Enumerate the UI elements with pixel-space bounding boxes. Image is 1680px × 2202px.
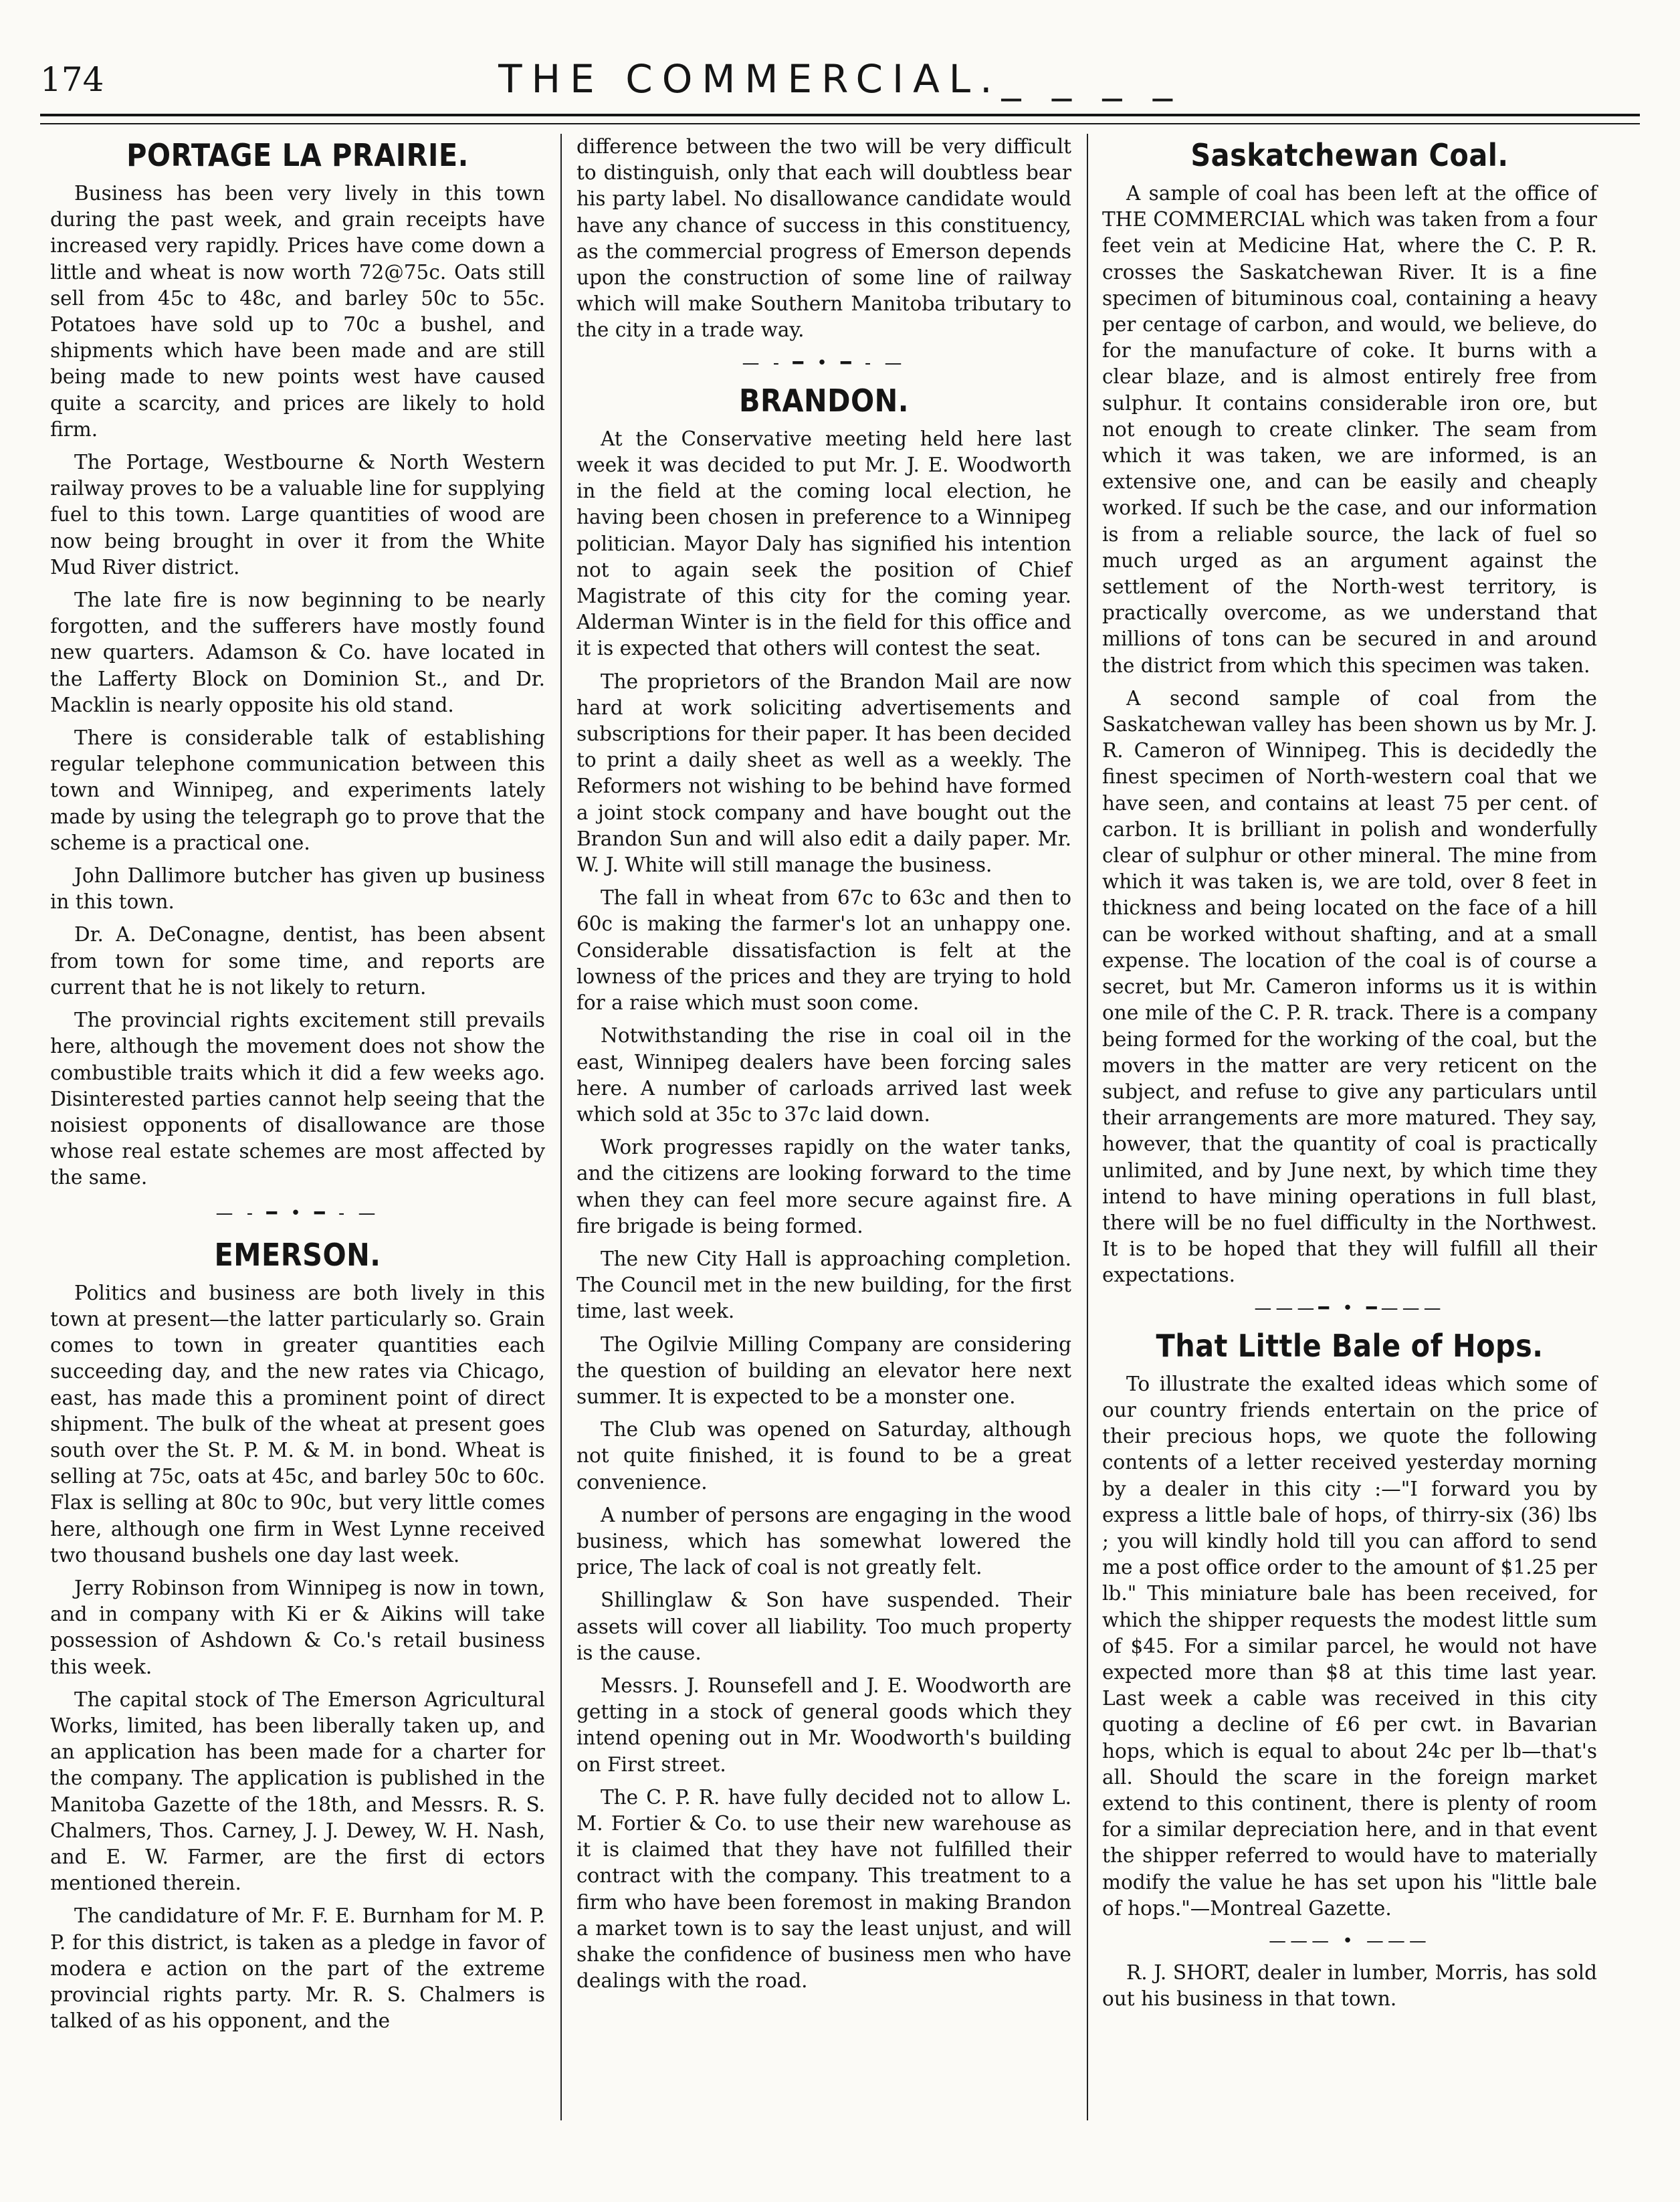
article-paragraph: The fall in wheat from 67c to 63c and then to 60c is making the farmer's lot an unhappy one. Considerable dissatisfaction is felt at the lowness of the prices and they are trying to hold for a raise which must soon come. bbox=[576, 886, 1071, 1015]
article-paragraph: Work progresses rapidly on the water tanks, and the citizens are looking forward to the time when they can feel more secure against fire. A fire brigade is being formed. bbox=[576, 1136, 1071, 1237]
article-paragraph: Messrs. J. Rounsefell and J. E. Woodworth are getting in a stock of general goods which they intend opening out in Mr. Woodworth's building on First street. bbox=[576, 1674, 1071, 1776]
section-heading-emerson: EMERSON. bbox=[214, 1236, 381, 1273]
column-left bbox=[50, 134, 545, 2041]
article-paragraph: Jerry Robinson from Winnipeg is now in town, and in company with Ki er & Aikins will take possession of Ashdown & Co.'s retail business this week. bbox=[50, 1576, 545, 1678]
article-paragraph: The candidature of Mr. F. E. Burnham for M. P. P. for this district, is taken as a pledge in favor of modera e action on the part of the extreme provincial rights party. Mr. R. S. Chalmers is talked of as his opponent, and the bbox=[50, 1904, 545, 2033]
article-paragraph: The Ogilvie Milling Company are considering the question of building an elevator here next summer. It is expected to be a monster one. bbox=[576, 1332, 1071, 1408]
article-paragraph: John Dallimore butcher has given up business in this town. bbox=[50, 864, 545, 914]
article-paragraph: Politics and business are both lively in this town at present—the latter particularly so. Grain comes to town in greater quantities each succeeding day, and the new rates via Chicago, east, has made this a prominent point of direct shipment. The bulk of the wheat at present goes south over the St. P. M. & M. in bond. Wheat is selling at 75c, oats at 45c, and barley 50c to 60c. Flax is selling at 80c to 90c, but very little comes here, although one firm in West Lynne received two thousand bushels one day last week. bbox=[50, 1281, 545, 1567]
article-paragraph: The capital stock of The Emerson Agricultural Works, limited, has been liberally taken up, and an application has been made for a charter for the company. The application is published in the Manitoba Gazette of the 18th, and Messrs. R. S. Chalmers, Thos. Carney, J. J. Dewey, W. H. Nash, and E. W. Farmer, are the first di ectors mentioned therein. bbox=[50, 1688, 545, 1895]
newspaper-title: THE COMMERCIAL._ _ _ _ bbox=[498, 56, 1182, 102]
article-paragraph: Notwithstanding the rise in coal oil in the east, Winnipeg dealers have been forcing sales here. A number of carloads arrived last week which sold at 35c to 37c laid down. bbox=[576, 1024, 1071, 1126]
article-paragraph: A second sample of coal from the Saskatchewan valley has been shown us by Mr. J. R. Cameron of Winnipeg. This is decidedly the finest specimen of North-western coal that we have seen, and contains at least 75 per cent. of carbon. It is brilliant in polish and wonderfully clear of sulphur or other mineral. The mine from which it was taken is, we are told, over 8 feet in thickness and being located on the face of a hill can be worked without shafting, and at a small expense. The location of the coal is of course a secret, but Mr. Cameron informs us it is within one mile of the C. P. R. track. There is a company being formed for the working of the coal, but the movers in the matter are very reticent on the subject, and refuse to give any particulars until their arrangements are more matured. They say, however, that the quantity of coal is practically unlimited, and by June next, by which time they intend to have mining operations in full blast, there will be no fuel difficulty in the Northwest. It is to be hoped that they will fulfill all their expectations. bbox=[1102, 686, 1597, 1287]
article-paragraph: The C. P. R. have fully decided not to allow L. M. Fortier & Co. to use their new warehouse as it is claimed that they have not fulfilled their contract with the company. This treatment to a firm who have been foremost in making Brandon a market town is to say the least unjust, and will shake the confidence of business men who have dealings with the road. bbox=[576, 1785, 1071, 1993]
column-middle bbox=[576, 134, 1071, 2001]
article-paragraph: The late fire is now beginning to be nearly forgotten, and the sufferers have mostly found new quarters. Adamson & Co. have located in the Lafferty Block on Dominion St., and Dr. Macklin is nearly opposite his old stand. bbox=[50, 589, 545, 716]
section-separator: — - ━ • ━ - — bbox=[742, 353, 906, 373]
article-paragraph: Business has been very lively in this town during the past week, and grain receipts have increased very rapidly. Prices have come down a little and wheat is now worth 72@75c. Oats still sell from 45c to 48c, and barley 50c to 55c. Potatoes have sold up to 70c a bushel, and shipments which have been made and are still being made to new points west have caused quite a scarcity, and prices are likely to hold firm. bbox=[50, 182, 545, 441]
article-paragraph: The provincial rights excitement still prevails here, although the movement does not show the combustible traits which it did a few weeks ago. Disinterested parties cannot help seeing that the noisiest opponents of disallowance are those whose real estate schemes are most affected by the same. bbox=[50, 1009, 545, 1189]
section-heading-coal: Saskatchewan Coal. bbox=[1190, 137, 1509, 173]
column-divider bbox=[1087, 134, 1088, 2120]
page-header bbox=[40, 56, 1640, 120]
page-number: 174 bbox=[40, 60, 104, 99]
article-paragraph: A number of persons are engaging in the wood business, which has somewhat lowered the price, The lack of coal is not greatly felt. bbox=[576, 1503, 1071, 1579]
header-rule bbox=[40, 114, 1640, 116]
column-right bbox=[1102, 134, 1597, 2019]
article-paragraph: difference between the two will be very difficult to distinguish, only that each will doubtless bear his party label. No disallowance candidate would have any chance of success in this constituency, as the commercial progress of Emerson depends upon the construction of some line of railway which will make Southern Manitoba tributary to the city in a trade way. bbox=[576, 135, 1071, 342]
article-paragraph: Dr. A. DeConagne, dentist, has been absent from town for some time, and reports are current that he is not likely to return. bbox=[50, 923, 545, 999]
section-heading-portage: PORTAGE LA PRAIRIE. bbox=[126, 137, 469, 173]
article-paragraph: A sample of coal has been left at the office of THE COMMERCIAL which was taken from a four feet vein at Medicine Hat, where the C. P. R. crosses the Saskatchewan River. It is a fine specimen of bituminous coal, containing a heavy per centage of carbon, and would, we believe, do for the manufacture of coke. It burns with a clear blaze, and is almost entirely free from sulphur. It contains considerable iron ore, but not enough to create clinker. The seam from which it was taken, we are informed, is an extensive one, and can be easily and cheaply worked. If such be the case, and our information is from a reliable source, the lack of fuel so much urged as an argument against the settlement of the North-west territory, is practically overcome, as we understand that millions of tons can be secured in and around the district from which this specimen was taken. bbox=[1102, 182, 1597, 677]
article-paragraph: To illustrate the exalted ideas which some of our country friends entertain on the price of their precious hops, we quote the following contents of a letter received yesterday morning by a dealer in this city :—"I forward you by express a little bale of hops, of thirry-six (36) lbs ; you will kindly hold till you can afford to send me a post office order to the amount of $1.25 per lb." This miniature bale has been received, for which the shipper requests the modest little sum of $45. For a similar parcel, he would not have expected more than $8 at this time last year. Last week a cable was received in this city quoting a decline of £6 per cwt. in Bavarian hops, which is equal to about 24c per lb—that's all. Should the scare in the foreign market extend to this continent, there is plenty of room for a similar depreciation here, and in that event the shipper referred to would have to materially modify the value he has set upon his "little bale of hops."—Montreal Gazette. bbox=[1102, 1372, 1597, 1920]
section-separator: — - ━ • ━ - — bbox=[215, 1203, 380, 1223]
article-paragraph: The new City Hall is approaching completion. The Council met in the new building, for the first time, last week. bbox=[576, 1247, 1071, 1323]
section-heading-brandon: BRANDON. bbox=[739, 382, 909, 419]
article-paragraph: There is considerable talk of establishing regular telephone communication between this town and Winnipeg, and experiments lately made by using the telegraph go to prove that the scheme is a practical one. bbox=[50, 726, 545, 854]
section-heading-hops: That Little Bale of Hops. bbox=[1156, 1327, 1544, 1364]
article-paragraph: At the Conservative meeting held here last week it was decided to put Mr. J. E. Woodworth in the field at the coming local election, he having been chosen in preference to a Winnipeg politician. Mayor Daly has signified his intention not to again seek the position of Chief Magistrate of this city for the coming year. Alderman Winter is in the field for this office and it is expected that others will contest the seat. bbox=[576, 427, 1071, 660]
article-paragraph: The proprietors of the Brandon Mail are now hard at work soliciting advertisements and subscriptions for their paper. It has been decided to print a daily sheet as well as a weekly. The Reformers not wishing to be behind have formed a joint stock company and have bought out the Brandon Sun and will also edit a daily paper. Mr. W. J. White will still manage the business. bbox=[576, 670, 1071, 877]
column-divider bbox=[560, 134, 562, 2120]
header-rule-thin bbox=[40, 123, 1640, 124]
article-paragraph: The Portage, Westbourne & North Western railway proves to be a valuable line for supplying fuel to this town. Large quantities of wood are now being brought in over it from the White Mud River district. bbox=[50, 451, 545, 579]
article-paragraph: Shillinglaw & Son have suspended. Their assets will cover all liability. Too much property is the cause. bbox=[576, 1589, 1071, 1664]
section-separator: ——— • ——— bbox=[1269, 1931, 1431, 1951]
article-paragraph: The Club was opened on Saturday, although not quite finished, it is found to be a great convenience. bbox=[576, 1418, 1071, 1494]
section-separator: ———━ • ━——— bbox=[1254, 1298, 1445, 1318]
article-paragraph: R. J. SHORT, dealer in lumber, Morris, has sold out his business in that town. bbox=[1102, 1961, 1597, 2011]
